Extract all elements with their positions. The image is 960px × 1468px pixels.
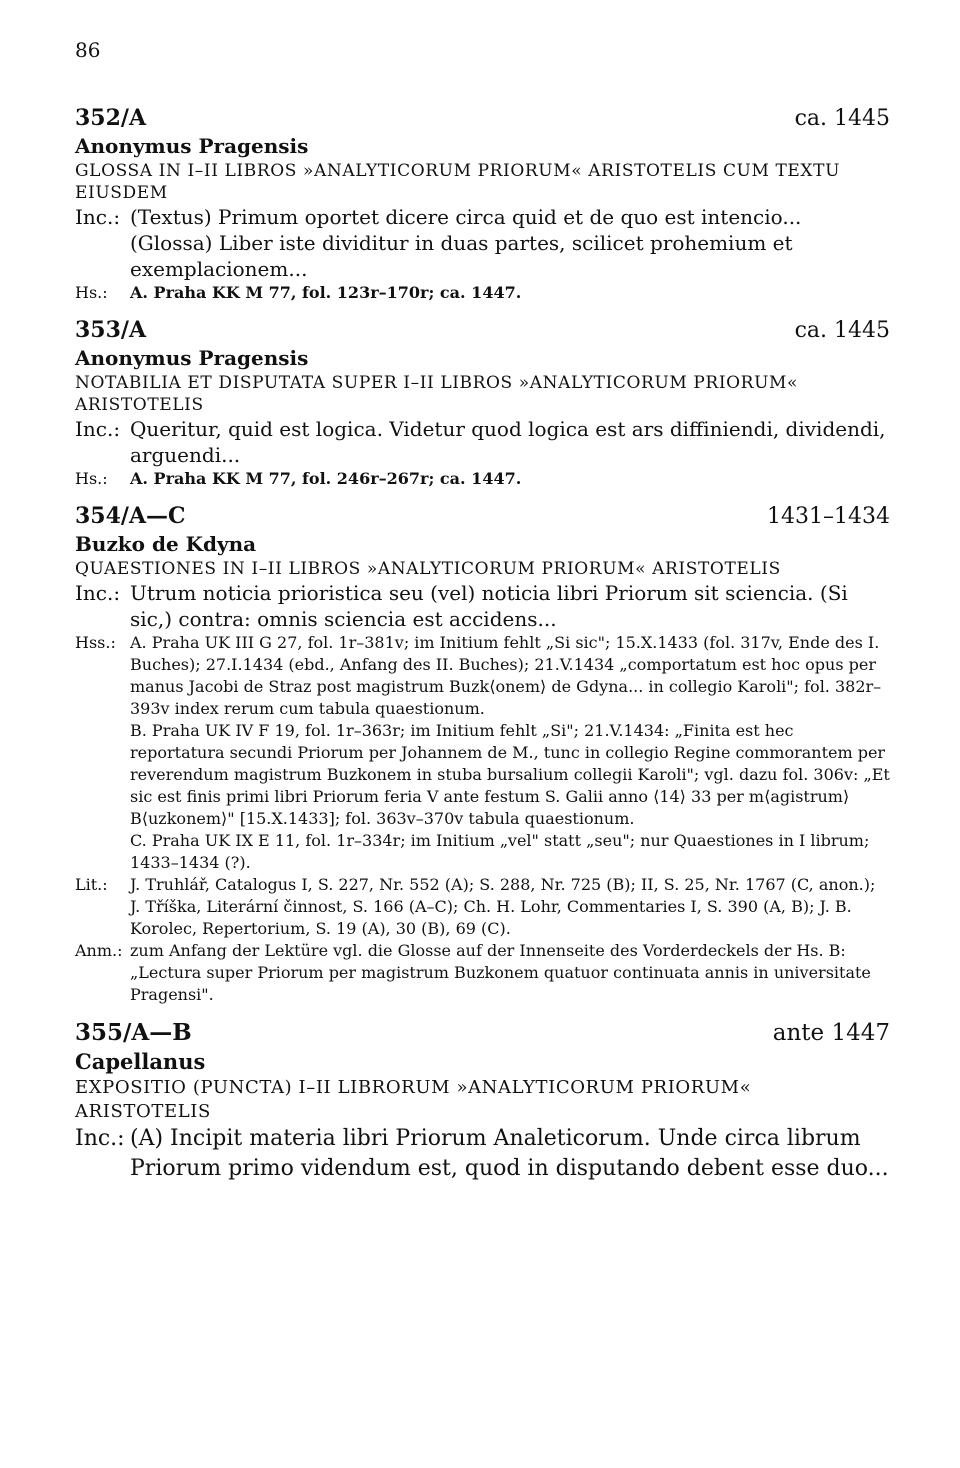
literature-label: Lit.: (75, 875, 108, 894)
incipit-line: (Glossa) Liber iste dividitur in duas partes, scilicet prohemium et exemplacionem... (130, 231, 793, 281)
incipit (75, 204, 890, 282)
manuscript-label: Hs.: (75, 469, 108, 488)
entry-title: QUAESTIONES IN I–II LIBROS »ANALYTICORUM PRIORUM« ARISTOTELIS (75, 559, 781, 579)
entry-date: 1431–1434 (767, 504, 890, 529)
manuscripts (75, 632, 890, 874)
entry-title: EXPOSITIO (PUNCTA) I–II LIBRORUM »ANALYTICORUM PRIORUM« ARISTOTELIS (75, 1077, 752, 1122)
entry-title: GLOSSA IN I–II LIBROS »ANALYTICORUM PRIORUM« ARISTOTELIS CUM TEXTU EIUSDEM (75, 161, 841, 203)
manuscript-c: C. Praha UK IX E 11, fol. 1r–334r; im Initium „vel" statt „seu"; nur Quaestiones in I librum; 1433–1434 (?). (130, 831, 870, 872)
entry-354 (75, 502, 890, 1006)
incipit-label: Inc.: (75, 417, 121, 441)
entry-number: 354/A—C (75, 503, 186, 529)
incipit-text: Utrum noticia prioristica seu (vel) noticia libri Priorum sit sciencia. (Si sic,) contra: omnis sciencia est accidens... (130, 581, 848, 631)
annotation-label: Anm.: (75, 941, 123, 960)
incipit-label: Inc.: (75, 1126, 125, 1151)
incipit-label: Inc.: (75, 205, 121, 229)
entry-header (75, 1018, 890, 1048)
incipit-text: (A) Incipit materia libri Priorum Analeticorum. Unde circa librum Priorum primo videndum est, quod in disputando debent esse duo... (130, 1126, 889, 1181)
entry-352 (75, 104, 890, 304)
annotation-text: zum Anfang der Lektüre vgl. die Glosse auf der Innenseite des Vorderdeckels der Hs. B: „Lectura super Priorum per magistrum Buzkonem quatuor continuata annis in universitate Pragensi". (130, 941, 871, 1004)
manuscript-text: A. Praha KK M 77, fol. 246r–267r; ca. 1447. (130, 469, 522, 488)
manuscript-b: B. Praha UK IV F 19, fol. 1r–363r; im Initium fehlt „Si"; 21.V.1434: „Finita est hec reportatura secundi Priorum per Johannem de M., tunc in collegio Regine commorantem per reverendum magistrum Buzkonem in stuba bursalium collegii Karoli"; vgl. dazu fol. 306v: „Et sic est finis primi libri Priorum feria V ante festum S. Galii anno ⟨14⟩ 33 per m⟨agistrum⟩ B⟨uzkonem⟩" [15.X.1433]; fol. 363v–370v tabula quaestionum. (130, 721, 890, 828)
entry-title: NOTABILIA ET DISPUTATA SUPER I–II LIBROS »ANALYTICORUM PRIORUM« ARISTOTELIS (75, 373, 799, 415)
entry-date: ca. 1445 (794, 106, 890, 131)
entry-number: 355/A—B (75, 1019, 192, 1046)
entry-353 (75, 316, 890, 490)
entry-date: ca. 1445 (794, 318, 890, 343)
manuscript (75, 468, 890, 490)
manuscript (75, 282, 890, 304)
entry-number: 352/A (75, 105, 147, 131)
page-number: 86 (75, 38, 101, 62)
literature (75, 874, 890, 940)
entry-header (75, 502, 890, 531)
manuscript-label: Hs.: (75, 283, 108, 302)
manuscript-text: A. Praha KK M 77, fol. 123r–170r; ca. 1447. (130, 283, 522, 302)
entry-author: Capellanus (75, 1049, 206, 1074)
incipit (75, 580, 890, 632)
incipit-text: Queritur, quid est logica. Videtur quod logica est ars diffiniendi, dividendi, arguendi... (130, 417, 886, 467)
entry-number: 353/A (75, 317, 147, 343)
entry-author: Anonymus Pragensis (75, 134, 309, 158)
entry-355 (75, 1018, 890, 1184)
literature-text: J. Truhlář, Catalogus I, S. 227, Nr. 552 (A); S. 288, Nr. 725 (B); II, S. 25, Nr. 1767 (C, anon.); J. Tříška, Literární činnost, S. 166 (A–C); Ch. H. Lohr, Commentaries I, S. 390 (A, B); J. B. Korolec, Repertorium, S. 19 (A), 30 (B), 69 (C). (130, 875, 876, 938)
entry-header (75, 104, 890, 133)
document-page (75, 38, 890, 1196)
entry-date: ante 1447 (772, 1020, 890, 1046)
manuscript-a: A. Praha UK III G 27, fol. 1r–381v; im Initium fehlt „Si sic"; 15.X.1433 (fol. 317v, Ende des I. Buches); 27.I.1434 (ebd., Anfang des II. Buches); 21.V.1434 „comportatum est hoc opus per manus Jacobi de Straz post magistrum Buzk⟨onem⟩ de Gdyna... in collegio Karoli"; fol. 382r–393v index rerum cum tabula quaestionum. (130, 633, 882, 718)
annotation (75, 940, 890, 1006)
entry-author: Anonymus Pragensis (75, 346, 309, 370)
entry-author: Buzko de Kdyna (75, 532, 257, 556)
incipit-label: Inc.: (75, 581, 121, 605)
incipit-line: (Textus) Primum oportet dicere circa quid et de quo est intencio... (130, 205, 802, 229)
entry-header (75, 316, 890, 345)
manuscripts-label: Hss.: (75, 633, 116, 652)
incipit (75, 416, 890, 468)
incipit (75, 1124, 890, 1184)
